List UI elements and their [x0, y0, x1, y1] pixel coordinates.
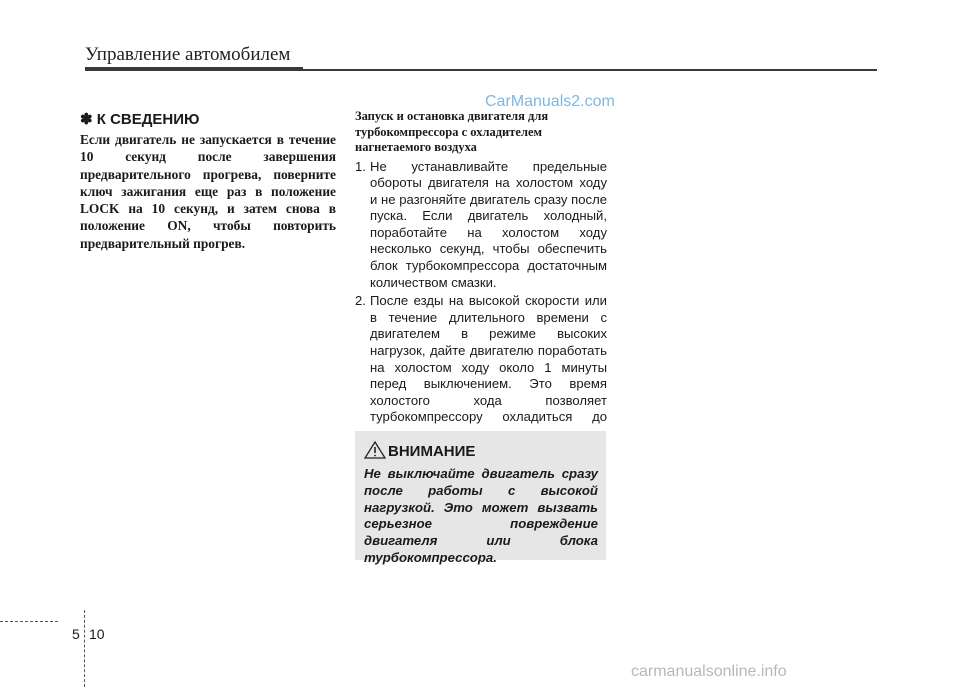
step-text: Не устанавливайте предельные обороты двигателя на холостом ходу и не разгоняйте двигатель сразу после пуска. Если двигатель холодный, поработайте на холостом ходу несколько секунд, чтобы обеспечить блок турбокомпрессора достаточным количеством смазки.	[370, 158, 607, 290]
info-note	[80, 110, 336, 252]
caution-text: Не выключайте двигатель сразу после работы с высокой нагрузкой. Это может вызвать серьезное повреждение двигателя или блока турбокомпрессора.	[364, 466, 598, 565]
header-rule-thin	[303, 69, 877, 71]
crop-mark	[0, 621, 58, 622]
section-title: Запуск и остановка двигателя для турбокомпрессора с охладителем нагнетаемого воздуха	[355, 109, 549, 154]
caution-box	[355, 431, 606, 565]
watermark-top[interactable]: CarManuals2.com	[485, 93, 615, 110]
chapter-number: 5	[72, 626, 80, 642]
steps-list	[355, 159, 607, 443]
step-number: 1.	[355, 158, 366, 174]
info-note-body: Если двигатель не запускается в течение 10 секунд после завершения предварительного прогрева, поверните ключ зажигания еще раз в положение LOCK на 10 секунд, и затем снова в положение ON, чтобы повторить предварительный прогрев.	[80, 132, 336, 251]
info-note-title: К СВЕДЕНИЮ	[96, 111, 200, 128]
step-number: 2.	[355, 293, 366, 309]
asterisk-icon: ✽	[80, 111, 93, 128]
folio-divider	[84, 610, 85, 687]
warning-triangle-icon	[364, 441, 386, 459]
list-item	[355, 293, 607, 442]
caution-header	[364, 440, 598, 459]
header-rule-thick	[85, 67, 303, 71]
watermark-bottom[interactable]: carmanualsonline.info	[631, 663, 787, 680]
caution-title: ВНИМАНИЕ	[388, 443, 476, 460]
list-item	[355, 159, 607, 292]
step-text: После езды на высокой скорости или в течение длительного времени с двигателем в режиме высоких нагрузок, дайте двигателю поработать на холостом ходу около 1 минуты перед выключением. Это время холостого хода позволяет турбокомпрессору охладиться до	[370, 293, 607, 425]
page-number: 10	[89, 626, 105, 642]
turbo-section	[355, 109, 607, 445]
page-header-title: Управление автомобилем	[85, 44, 291, 65]
info-note-heading	[80, 110, 336, 128]
